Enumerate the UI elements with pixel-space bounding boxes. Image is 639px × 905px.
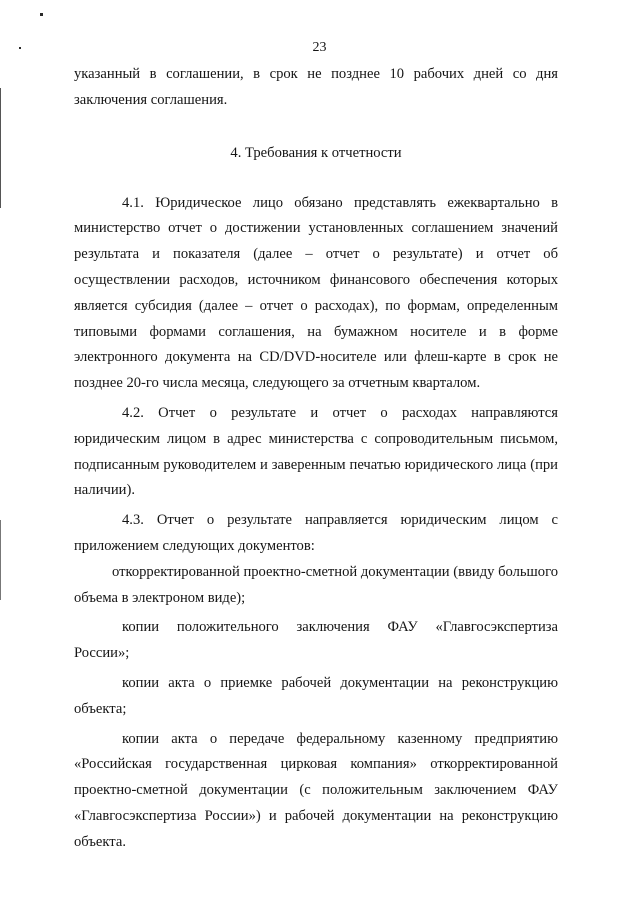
document-body <box>74 62 558 856</box>
paragraph-4-1: 4.1. Юридическое лицо обязано представлять ежеквартально в министерство отчет о достижении установленных соглашением значений результата и показателя (далее – отчет о результате) и отчет об осуществлении расходов, источником финансового обеспечения которых является субсидия (далее – отчет о расходах), по формам, определенным типовыми формами соглашения, на бумажном носителе и в форме электронного документа на CD/DVD-носителе или флеш-карте в срок не позднее 20-го числа месяца, следующего за отчетным кварталом. <box>74 194 558 392</box>
scan-artifact-edge-line <box>0 88 1 208</box>
section-heading: 4. Требования к отчетности <box>230 144 402 161</box>
list-item: откорректированной проектно-сметной документации (ввиду большого объема в электроном виде); <box>74 563 558 606</box>
intro-paragraph: указанный в соглашении, в срок не позднее 10 рабочих дней со дня заключения соглашения. <box>74 66 558 108</box>
scan-artifact-dot <box>40 13 43 16</box>
paragraph-4-3: 4.3. Отчет о результате направляется юридическим лицом с приложением следующих документов: <box>74 512 558 554</box>
list-item: копии акта о приемке рабочей документации на реконструкцию объекта; <box>74 674 558 717</box>
paragraph-4-2: 4.2. Отчет о результате и отчет о расходах направляются юридическим лицом в адрес министерства с сопроводительным письмом, подписанным руководителем и заверенным печатью юридического лица (при наличии). <box>74 404 558 499</box>
list-item: копии акта о передаче федеральному казенному предприятию «Российская государственная цирковая компания» откорректированной проектно-сметной документации (с положительным заключением ФАУ «Главгосэкспертиза России») и рабочей документации на реконструкцию объекта. <box>74 730 558 850</box>
page-number: 23 <box>312 40 327 55</box>
list-item: копии положительного заключения ФАУ «Главгосэкспертиза России»; <box>74 619 558 662</box>
scan-artifact-edge-line <box>0 520 1 600</box>
